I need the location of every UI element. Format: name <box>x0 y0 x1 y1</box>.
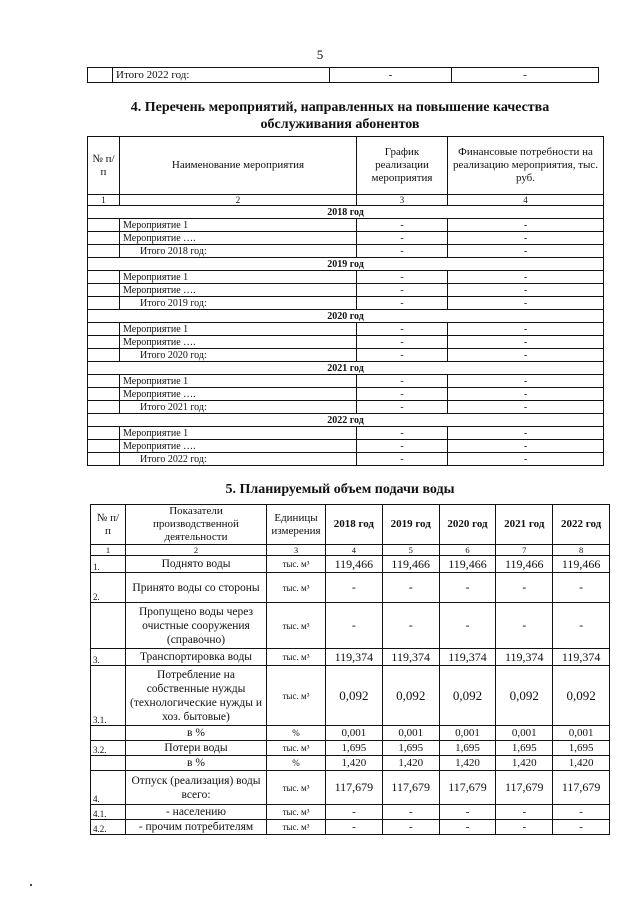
year-value: - <box>439 820 496 835</box>
finance-value: - <box>448 388 604 401</box>
year-value: 117,679 <box>496 771 553 805</box>
indicator-row <box>91 726 610 741</box>
header-year: 2019 год <box>382 505 439 545</box>
indicator-row <box>91 741 610 756</box>
year-value: - <box>382 603 439 649</box>
year-value: - <box>553 820 610 835</box>
row-number: 4.2. <box>91 820 126 835</box>
header-indicator: Показатели производственной деятельности <box>126 505 267 545</box>
row-number: 3. <box>91 649 126 666</box>
year-value: 117,679 <box>382 771 439 805</box>
unit-value: тыс. м³ <box>267 820 326 835</box>
indicator-row <box>91 666 610 726</box>
indicator-row <box>91 771 610 805</box>
year-value: 1,420 <box>553 756 610 771</box>
year-value: 0,092 <box>553 666 610 726</box>
unit-value: тыс. м³ <box>267 805 326 820</box>
schedule-value: - <box>357 336 448 349</box>
schedule-value: - <box>357 271 448 284</box>
year-total-row <box>88 245 604 258</box>
unit-value: тыс. м³ <box>267 771 326 805</box>
indicator-row <box>91 756 610 771</box>
finance-value: - <box>448 232 604 245</box>
year-header: 2018 год <box>88 206 604 219</box>
measure-name: Мероприятие 1 <box>120 219 357 232</box>
header-num: № п/п <box>91 505 126 545</box>
finance-value: - <box>448 219 604 232</box>
year-value: 119,466 <box>553 556 610 573</box>
year-value: 119,466 <box>496 556 553 573</box>
header-year: 2021 год <box>496 505 553 545</box>
measure-row <box>88 427 604 440</box>
measure-name: Мероприятие 1 <box>120 323 357 336</box>
col-number: 8 <box>553 545 610 556</box>
total-col3: - <box>330 68 452 83</box>
year-total-row <box>88 401 604 414</box>
year-value: - <box>439 805 496 820</box>
year-value: - <box>496 805 553 820</box>
year-value: - <box>496 603 553 649</box>
year-value: 1,695 <box>382 741 439 756</box>
col-number: 3 <box>357 195 448 206</box>
indicator-name: Транспортировка воды <box>126 649 267 666</box>
total-finance: - <box>448 401 604 414</box>
year-value: - <box>326 603 383 649</box>
section5-title: 5. Планируемый объем подачи воды <box>225 482 455 497</box>
year-value: 0,092 <box>496 666 553 726</box>
header-unit: Единицы измерения <box>267 505 326 545</box>
header-year: 2020 год <box>439 505 496 545</box>
col-number: 3 <box>267 545 326 556</box>
measure-row <box>88 375 604 388</box>
unit-value: % <box>267 756 326 771</box>
year-header: 2022 год <box>88 414 604 427</box>
col-number: 5 <box>382 545 439 556</box>
indicator-name: - прочим потребителям <box>126 820 267 835</box>
measure-row <box>88 388 604 401</box>
finance-value: - <box>448 440 604 453</box>
indicator-name: Потери воды <box>126 741 267 756</box>
year-header: 2021 год <box>88 362 604 375</box>
schedule-value: - <box>357 388 448 401</box>
unit-value: % <box>267 726 326 741</box>
row-number <box>91 756 126 771</box>
measure-name: Мероприятие 1 <box>120 271 357 284</box>
measure-name: Мероприятие …. <box>120 336 357 349</box>
year-value: 119,374 <box>326 649 383 666</box>
indicator-row <box>91 820 610 835</box>
measure-name: Мероприятие …. <box>120 284 357 297</box>
year-value: 0,001 <box>496 726 553 741</box>
year-value: 1,695 <box>496 741 553 756</box>
col-number: 7 <box>496 545 553 556</box>
page-number: 5 <box>316 47 324 62</box>
row-number <box>91 726 126 741</box>
measure-name: Мероприятие …. <box>120 232 357 245</box>
row-number: 3.2. <box>91 741 126 756</box>
year-value: - <box>326 820 383 835</box>
year-value: 1,695 <box>439 741 496 756</box>
header-year: 2022 год <box>553 505 610 545</box>
unit-value: тыс. м³ <box>267 556 326 573</box>
finance-value: - <box>448 271 604 284</box>
year-value: 1,695 <box>326 741 383 756</box>
indicator-name: в % <box>126 726 267 741</box>
total-schedule: - <box>357 453 448 466</box>
total-finance: - <box>448 297 604 310</box>
scan-speck <box>30 884 32 886</box>
measure-name: Мероприятие …. <box>120 388 357 401</box>
measure-row <box>88 232 604 245</box>
year-value: 119,374 <box>382 649 439 666</box>
year-total-row <box>88 453 604 466</box>
schedule-value: - <box>357 284 448 297</box>
year-value: - <box>553 603 610 649</box>
measure-row <box>88 219 604 232</box>
year-value: 117,679 <box>326 771 383 805</box>
header-name: Наименование мероприятия <box>120 137 357 195</box>
col-number: 4 <box>326 545 383 556</box>
total-finance: - <box>448 245 604 258</box>
year-total-label: Итого 2021 год: <box>120 401 357 414</box>
indicator-name: Пропущено воды через очистные сооружения (справочно) <box>126 603 267 649</box>
unit-value: тыс. м³ <box>267 741 326 756</box>
year-value: 1,420 <box>439 756 496 771</box>
col-number: 4 <box>448 195 604 206</box>
year-total-label: Итого 2020 год: <box>120 349 357 362</box>
finance-value: - <box>448 323 604 336</box>
row-number <box>91 603 126 649</box>
year-value: 0,092 <box>326 666 383 726</box>
finance-value: - <box>448 375 604 388</box>
year-value: 1,695 <box>553 741 610 756</box>
year-value: 0,092 <box>439 666 496 726</box>
water-supply-table <box>90 504 610 835</box>
section4-title: 4. Перечень мероприятий, направленных на повышение качества обслуживания абонентов <box>130 100 550 132</box>
row-number: 4. <box>91 771 126 805</box>
col-number: 2 <box>126 545 267 556</box>
row-number: 2. <box>91 573 126 603</box>
year-value: 1,420 <box>496 756 553 771</box>
total-finance: - <box>448 349 604 362</box>
unit-value: тыс. м³ <box>267 666 326 726</box>
total-schedule: - <box>357 297 448 310</box>
header-finance: Финансовые потребности на реализацию мероприятия, тыс. руб. <box>448 137 604 195</box>
indicator-row <box>91 573 610 603</box>
unit-value: тыс. м³ <box>267 649 326 666</box>
schedule-value: - <box>357 375 448 388</box>
year-value: 1,420 <box>382 756 439 771</box>
year-value: - <box>553 573 610 603</box>
year-value: - <box>326 805 383 820</box>
total-schedule: - <box>357 245 448 258</box>
year-total-label: Итого 2022 год: <box>120 453 357 466</box>
indicator-row <box>91 805 610 820</box>
year-value: - <box>496 573 553 603</box>
year-value: 117,679 <box>553 771 610 805</box>
schedule-value: - <box>357 440 448 453</box>
year-value: 0,001 <box>439 726 496 741</box>
total-col4: - <box>452 68 599 83</box>
schedule-value: - <box>357 323 448 336</box>
indicator-row <box>91 649 610 666</box>
total-finance: - <box>448 453 604 466</box>
year-value: 0,001 <box>553 726 610 741</box>
indicator-name: Принято воды со стороны <box>126 573 267 603</box>
previous-table-tail <box>87 67 599 83</box>
year-total-label: Итого 2019 год: <box>120 297 357 310</box>
header-schedule: График реализации мероприятия <box>357 137 448 195</box>
unit-value: тыс. м³ <box>267 573 326 603</box>
col-number: 1 <box>88 195 120 206</box>
schedule-value: - <box>357 427 448 440</box>
year-value: - <box>326 573 383 603</box>
schedule-value: - <box>357 232 448 245</box>
measure-row <box>88 284 604 297</box>
finance-value: - <box>448 284 604 297</box>
header-num: № п/п <box>88 137 120 195</box>
measure-name: Мероприятие 1 <box>120 427 357 440</box>
year-value: 1,420 <box>326 756 383 771</box>
year-total-row <box>88 349 604 362</box>
year-value: 0,001 <box>326 726 383 741</box>
year-value: 119,466 <box>326 556 383 573</box>
year-value: 0,092 <box>382 666 439 726</box>
measure-name: Мероприятие 1 <box>120 375 357 388</box>
measure-name: Мероприятие …. <box>120 440 357 453</box>
year-value: 119,466 <box>382 556 439 573</box>
total-schedule: - <box>357 349 448 362</box>
indicator-row <box>91 556 610 573</box>
year-value: 119,374 <box>496 649 553 666</box>
col-number: 2 <box>120 195 357 206</box>
indicator-row <box>91 603 610 649</box>
measure-row <box>88 323 604 336</box>
total-label: Итого 2022 год: <box>113 68 330 83</box>
finance-value: - <box>448 336 604 349</box>
col-number: 1 <box>91 545 126 556</box>
year-header: 2019 год <box>88 258 604 271</box>
year-value: - <box>496 820 553 835</box>
year-value: 119,466 <box>439 556 496 573</box>
year-value: - <box>382 805 439 820</box>
unit-value: тыс. м³ <box>267 603 326 649</box>
measure-row <box>88 336 604 349</box>
year-value: - <box>382 573 439 603</box>
year-value: - <box>439 603 496 649</box>
year-value: - <box>382 820 439 835</box>
year-total-label: Итого 2018 год: <box>120 245 357 258</box>
total-schedule: - <box>357 401 448 414</box>
row-number: 1. <box>91 556 126 573</box>
measure-row <box>88 271 604 284</box>
row-number: 3.1. <box>91 666 126 726</box>
indicator-name: Потребление на собственные нужды (технологические нужды и хоз. бытовые) <box>126 666 267 726</box>
finance-value: - <box>448 427 604 440</box>
year-value: - <box>439 573 496 603</box>
indicator-name: Отпуск (реализация) воды всего: <box>126 771 267 805</box>
schedule-value: - <box>357 219 448 232</box>
year-total-row <box>88 297 604 310</box>
col-number: 6 <box>439 545 496 556</box>
indicator-name: в % <box>126 756 267 771</box>
year-value: 117,679 <box>439 771 496 805</box>
year-value: 119,374 <box>553 649 610 666</box>
measure-row <box>88 440 604 453</box>
year-value: 119,374 <box>439 649 496 666</box>
indicator-name: Поднято воды <box>126 556 267 573</box>
indicator-name: - населению <box>126 805 267 820</box>
year-value: - <box>553 805 610 820</box>
year-value: 0,001 <box>382 726 439 741</box>
row-number: 4.1. <box>91 805 126 820</box>
year-header: 2020 год <box>88 310 604 323</box>
measures-table <box>87 136 604 466</box>
header-year: 2018 год <box>326 505 383 545</box>
